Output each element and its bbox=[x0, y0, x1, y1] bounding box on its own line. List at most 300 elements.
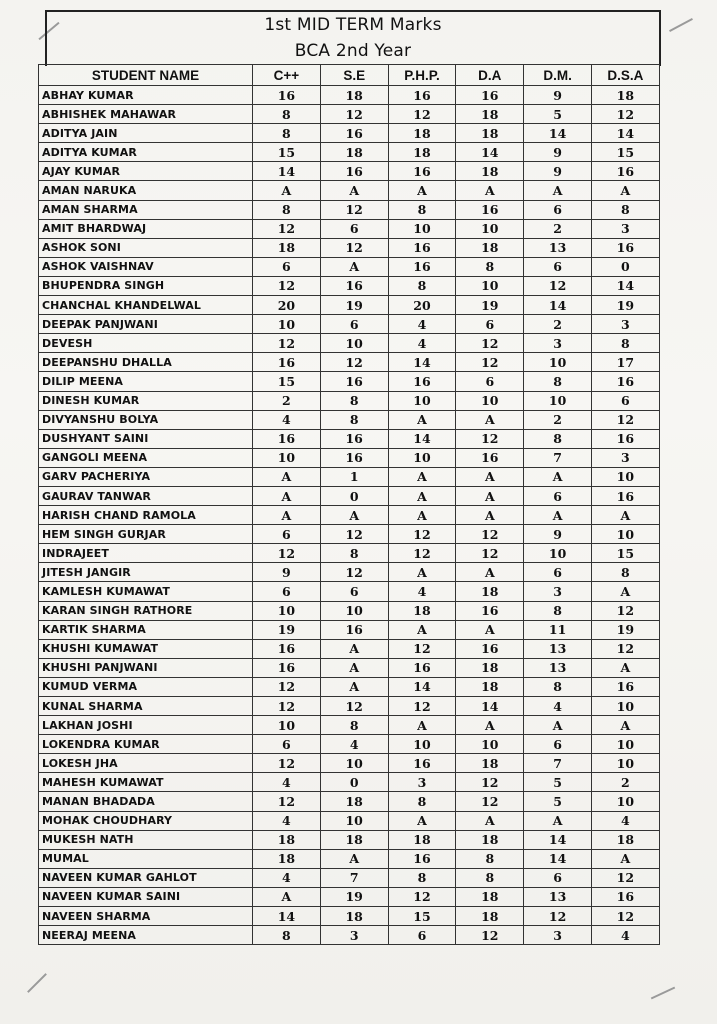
mark-cell: A bbox=[320, 658, 388, 677]
mark-cell: 2 bbox=[524, 315, 592, 334]
student-name-cell: AMAN NARUKA bbox=[39, 181, 253, 200]
table-row bbox=[39, 811, 660, 830]
table-row bbox=[39, 410, 660, 429]
mark-cell: A bbox=[388, 181, 456, 200]
mark-cell: 18 bbox=[456, 238, 524, 257]
mark-cell: 19 bbox=[320, 887, 388, 906]
mark-cell: 8 bbox=[388, 792, 456, 811]
mark-cell: 10 bbox=[456, 219, 524, 238]
header-row bbox=[39, 65, 660, 86]
mark-cell: 8 bbox=[253, 124, 321, 143]
mark-cell: A bbox=[456, 506, 524, 525]
mark-cell: 12 bbox=[456, 429, 524, 448]
mark-cell: A bbox=[456, 811, 524, 830]
mark-cell: 2 bbox=[253, 391, 321, 410]
mark-cell: A bbox=[591, 506, 659, 525]
mark-cell: 6 bbox=[253, 582, 321, 601]
student-name-cell: MOHAK CHOUDHARY bbox=[39, 811, 253, 830]
mark-cell: A bbox=[456, 563, 524, 582]
mark-cell: A bbox=[320, 506, 388, 525]
mark-cell: 12 bbox=[388, 697, 456, 716]
mark-cell: 12 bbox=[253, 276, 321, 295]
mark-cell: 16 bbox=[320, 620, 388, 639]
mark-cell: 12 bbox=[320, 697, 388, 716]
mark-cell: 6 bbox=[456, 372, 524, 391]
mark-cell: A bbox=[388, 506, 456, 525]
mark-cell: 4 bbox=[388, 315, 456, 334]
mark-cell: 19 bbox=[320, 296, 388, 315]
mark-cell: 8 bbox=[253, 105, 321, 124]
mark-cell: 4 bbox=[253, 811, 321, 830]
mark-cell: 16 bbox=[591, 429, 659, 448]
column-header-php: P.H.P. bbox=[388, 65, 456, 86]
student-name-cell: NAVEEN SHARMA bbox=[39, 907, 253, 926]
student-name-cell: GANGOLI MEENA bbox=[39, 448, 253, 467]
mark-cell: 16 bbox=[591, 486, 659, 505]
mark-cell: 16 bbox=[320, 448, 388, 467]
student-name-cell: BHUPENDRA SINGH bbox=[39, 276, 253, 295]
student-name-cell: HARISH CHAND RAMOLA bbox=[39, 506, 253, 525]
mark-cell: 4 bbox=[253, 868, 321, 887]
mark-cell: 14 bbox=[524, 296, 592, 315]
table-row bbox=[39, 372, 660, 391]
student-name-cell: GAURAV TANWAR bbox=[39, 486, 253, 505]
mark-cell: 13 bbox=[524, 887, 592, 906]
mark-cell: 18 bbox=[320, 143, 388, 162]
student-name-cell: HEM SINGH GURJAR bbox=[39, 525, 253, 544]
mark-cell: 12 bbox=[456, 353, 524, 372]
mark-cell: 9 bbox=[524, 162, 592, 181]
mark-cell: 8 bbox=[320, 391, 388, 410]
student-name-cell: LAKHAN JOSHI bbox=[39, 716, 253, 735]
mark-cell: 6 bbox=[524, 486, 592, 505]
student-name-cell: ABHISHEK MAHAWAR bbox=[39, 105, 253, 124]
mark-cell: 12 bbox=[456, 773, 524, 792]
mark-cell: 10 bbox=[253, 601, 321, 620]
pin-icon bbox=[27, 973, 47, 993]
mark-cell: 16 bbox=[253, 639, 321, 658]
mark-cell: 8 bbox=[253, 200, 321, 219]
mark-cell: 19 bbox=[591, 620, 659, 639]
student-name-cell: MUMAL bbox=[39, 849, 253, 868]
mark-cell: 14 bbox=[591, 124, 659, 143]
mark-cell: 14 bbox=[524, 124, 592, 143]
table-row bbox=[39, 219, 660, 238]
mark-cell: A bbox=[320, 677, 388, 696]
student-name-cell: ASHOK SONI bbox=[39, 238, 253, 257]
table-row bbox=[39, 296, 660, 315]
mark-cell: 14 bbox=[524, 830, 592, 849]
column-header-cpp: C++ bbox=[253, 65, 321, 86]
mark-cell: 10 bbox=[591, 792, 659, 811]
mark-cell: 12 bbox=[320, 353, 388, 372]
mark-cell: 4 bbox=[388, 334, 456, 353]
mark-cell: A bbox=[253, 486, 321, 505]
mark-cell: A bbox=[388, 486, 456, 505]
mark-cell: 4 bbox=[591, 811, 659, 830]
column-header-dsa: D.S.A bbox=[591, 65, 659, 86]
table-row bbox=[39, 86, 660, 105]
student-name-cell: ADITYA JAIN bbox=[39, 124, 253, 143]
mark-cell: 0 bbox=[591, 257, 659, 276]
table-row bbox=[39, 907, 660, 926]
mark-cell: 18 bbox=[456, 582, 524, 601]
mark-cell: 12 bbox=[456, 544, 524, 563]
mark-cell: 18 bbox=[456, 658, 524, 677]
table-row bbox=[39, 773, 660, 792]
mark-cell: A bbox=[388, 563, 456, 582]
mark-cell: 8 bbox=[253, 926, 321, 945]
table-row bbox=[39, 467, 660, 486]
mark-cell: 8 bbox=[591, 200, 659, 219]
mark-cell: 6 bbox=[524, 735, 592, 754]
mark-cell: 6 bbox=[591, 391, 659, 410]
student-name-cell: KARTIK SHARMA bbox=[39, 620, 253, 639]
mark-cell: 14 bbox=[591, 276, 659, 295]
student-name-cell: MANAN BHADADA bbox=[39, 792, 253, 811]
table-row bbox=[39, 276, 660, 295]
student-name-cell: AJAY KUMAR bbox=[39, 162, 253, 181]
mark-cell: 18 bbox=[388, 601, 456, 620]
student-name-cell: MUKESH NATH bbox=[39, 830, 253, 849]
mark-cell: 16 bbox=[253, 429, 321, 448]
mark-cell: 12 bbox=[388, 525, 456, 544]
mark-cell: 3 bbox=[591, 315, 659, 334]
mark-cell: 3 bbox=[591, 219, 659, 238]
mark-cell: 4 bbox=[253, 773, 321, 792]
student-name-cell: DUSHYANT SAINI bbox=[39, 429, 253, 448]
mark-cell: 12 bbox=[320, 563, 388, 582]
mark-cell: 8 bbox=[320, 410, 388, 429]
sheet-header bbox=[45, 10, 661, 66]
mark-cell: 14 bbox=[388, 677, 456, 696]
mark-cell: 2 bbox=[524, 219, 592, 238]
mark-cell: 16 bbox=[456, 200, 524, 219]
mark-cell: 12 bbox=[456, 926, 524, 945]
student-name-cell: ADITYA KUMAR bbox=[39, 143, 253, 162]
mark-cell: A bbox=[524, 811, 592, 830]
mark-cell: 16 bbox=[388, 372, 456, 391]
table-row bbox=[39, 849, 660, 868]
mark-cell: 16 bbox=[388, 162, 456, 181]
mark-cell: 6 bbox=[524, 200, 592, 219]
mark-cell: 18 bbox=[320, 830, 388, 849]
mark-cell: 12 bbox=[320, 105, 388, 124]
mark-cell: 16 bbox=[591, 238, 659, 257]
student-name-cell: LOKENDRA KUMAR bbox=[39, 735, 253, 754]
mark-cell: 3 bbox=[320, 926, 388, 945]
mark-cell: 15 bbox=[388, 907, 456, 926]
mark-cell: 9 bbox=[524, 143, 592, 162]
student-name-cell: KARAN SINGH RATHORE bbox=[39, 601, 253, 620]
mark-cell: 10 bbox=[253, 448, 321, 467]
mark-cell: 18 bbox=[456, 124, 524, 143]
mark-cell: 12 bbox=[591, 639, 659, 658]
mark-cell: 19 bbox=[456, 296, 524, 315]
mark-cell: A bbox=[253, 506, 321, 525]
table-row bbox=[39, 143, 660, 162]
student-name-cell: CHANCHAL KHANDELWAL bbox=[39, 296, 253, 315]
mark-cell: 15 bbox=[591, 143, 659, 162]
mark-cell: 12 bbox=[388, 639, 456, 658]
mark-cell: 8 bbox=[388, 200, 456, 219]
mark-cell: 13 bbox=[524, 639, 592, 658]
student-name-cell: DEEPANSHU DHALLA bbox=[39, 353, 253, 372]
mark-cell: 2 bbox=[524, 410, 592, 429]
mark-cell: 16 bbox=[320, 372, 388, 391]
mark-cell: 12 bbox=[524, 276, 592, 295]
mark-cell: 16 bbox=[253, 86, 321, 105]
mark-cell: A bbox=[320, 181, 388, 200]
mark-cell: A bbox=[591, 181, 659, 200]
mark-cell: 18 bbox=[456, 162, 524, 181]
mark-cell: 10 bbox=[388, 219, 456, 238]
mark-cell: 3 bbox=[524, 334, 592, 353]
table-row bbox=[39, 754, 660, 773]
mark-cell: 8 bbox=[524, 429, 592, 448]
table-row bbox=[39, 448, 660, 467]
mark-cell: 12 bbox=[524, 907, 592, 926]
mark-cell: 10 bbox=[320, 754, 388, 773]
mark-cell: 10 bbox=[591, 525, 659, 544]
student-name-cell: NEERAJ MEENA bbox=[39, 926, 253, 945]
table-row bbox=[39, 429, 660, 448]
mark-cell: 6 bbox=[456, 315, 524, 334]
mark-cell: 3 bbox=[524, 582, 592, 601]
mark-cell: 7 bbox=[524, 754, 592, 773]
mark-cell: 6 bbox=[388, 926, 456, 945]
table-row bbox=[39, 257, 660, 276]
mark-cell: 10 bbox=[591, 754, 659, 773]
mark-cell: 12 bbox=[253, 677, 321, 696]
table-row bbox=[39, 544, 660, 563]
mark-cell: 10 bbox=[388, 735, 456, 754]
mark-cell: 16 bbox=[388, 658, 456, 677]
mark-cell: 8 bbox=[388, 868, 456, 887]
table-row bbox=[39, 486, 660, 505]
mark-cell: 2 bbox=[591, 773, 659, 792]
mark-cell: 9 bbox=[524, 525, 592, 544]
table-row bbox=[39, 601, 660, 620]
mark-cell: 16 bbox=[456, 448, 524, 467]
column-header-se: S.E bbox=[320, 65, 388, 86]
pin-icon bbox=[651, 987, 675, 1000]
student-name-cell: NAVEEN KUMAR GAHLOT bbox=[39, 868, 253, 887]
mark-cell: 12 bbox=[591, 410, 659, 429]
table-row bbox=[39, 677, 660, 696]
table-row bbox=[39, 582, 660, 601]
mark-cell: 6 bbox=[320, 219, 388, 238]
mark-cell: 16 bbox=[320, 124, 388, 143]
mark-cell: 8 bbox=[320, 716, 388, 735]
mark-cell: 16 bbox=[320, 162, 388, 181]
mark-cell: 10 bbox=[253, 716, 321, 735]
mark-cell: 6 bbox=[524, 563, 592, 582]
mark-cell: 6 bbox=[320, 582, 388, 601]
mark-cell: 12 bbox=[253, 219, 321, 238]
mark-cell: 10 bbox=[320, 601, 388, 620]
student-name-cell: INDRAJEET bbox=[39, 544, 253, 563]
mark-cell: 12 bbox=[591, 868, 659, 887]
mark-cell: 12 bbox=[591, 105, 659, 124]
mark-cell: 7 bbox=[524, 448, 592, 467]
mark-cell: 19 bbox=[591, 296, 659, 315]
mark-cell: 14 bbox=[524, 849, 592, 868]
mark-cell: 16 bbox=[591, 372, 659, 391]
mark-cell: 13 bbox=[524, 658, 592, 677]
mark-cell: A bbox=[591, 716, 659, 735]
mark-cell: A bbox=[456, 410, 524, 429]
mark-cell: A bbox=[524, 181, 592, 200]
table-row bbox=[39, 926, 660, 945]
table-row bbox=[39, 238, 660, 257]
table-row bbox=[39, 353, 660, 372]
mark-cell: 18 bbox=[456, 887, 524, 906]
mark-cell: 14 bbox=[253, 162, 321, 181]
mark-cell: A bbox=[388, 467, 456, 486]
mark-cell: A bbox=[388, 716, 456, 735]
student-name-cell: DEVESH bbox=[39, 334, 253, 353]
mark-cell: 18 bbox=[591, 86, 659, 105]
table-row bbox=[39, 334, 660, 353]
mark-cell: 12 bbox=[253, 792, 321, 811]
mark-cell: 5 bbox=[524, 773, 592, 792]
column-header-dm: D.M. bbox=[524, 65, 592, 86]
mark-cell: 16 bbox=[253, 658, 321, 677]
student-name-cell: DINESH KUMAR bbox=[39, 391, 253, 410]
mark-cell: 10 bbox=[388, 448, 456, 467]
mark-cell: 10 bbox=[591, 735, 659, 754]
mark-cell: 6 bbox=[253, 525, 321, 544]
mark-cell: 4 bbox=[388, 582, 456, 601]
student-name-cell: KUNAL SHARMA bbox=[39, 697, 253, 716]
mark-cell: 4 bbox=[320, 735, 388, 754]
student-name-cell: JITESH JANGIR bbox=[39, 563, 253, 582]
student-name-cell: DEEPAK PANJWANI bbox=[39, 315, 253, 334]
table-row bbox=[39, 200, 660, 219]
mark-cell: 8 bbox=[524, 372, 592, 391]
mark-cell: 18 bbox=[320, 86, 388, 105]
mark-cell: 8 bbox=[320, 544, 388, 563]
mark-cell: 18 bbox=[253, 849, 321, 868]
mark-cell: 18 bbox=[388, 143, 456, 162]
mark-cell: 12 bbox=[591, 907, 659, 926]
mark-cell: 16 bbox=[388, 849, 456, 868]
student-name-cell: AMAN SHARMA bbox=[39, 200, 253, 219]
mark-cell: 12 bbox=[253, 334, 321, 353]
student-name-cell: DILIP MEENA bbox=[39, 372, 253, 391]
marks-body bbox=[39, 86, 660, 945]
mark-cell: 10 bbox=[456, 735, 524, 754]
mark-cell: 18 bbox=[456, 754, 524, 773]
mark-cell: 16 bbox=[388, 86, 456, 105]
table-row bbox=[39, 830, 660, 849]
mark-cell: 10 bbox=[456, 391, 524, 410]
mark-cell: 10 bbox=[388, 391, 456, 410]
student-name-cell: MAHESH KUMAWAT bbox=[39, 773, 253, 792]
mark-cell: A bbox=[388, 410, 456, 429]
mark-cell: 11 bbox=[524, 620, 592, 639]
table-row bbox=[39, 658, 660, 677]
mark-cell: 8 bbox=[388, 276, 456, 295]
sheet-subtitle: BCA 2nd Year bbox=[294, 41, 412, 61]
mark-cell: 8 bbox=[524, 677, 592, 696]
mark-cell: 16 bbox=[320, 429, 388, 448]
student-name-cell: ABHAY KUMAR bbox=[39, 86, 253, 105]
mark-cell: 18 bbox=[456, 677, 524, 696]
student-name-cell: ASHOK VAISHNAV bbox=[39, 257, 253, 276]
mark-cell: 18 bbox=[253, 238, 321, 257]
mark-cell: A bbox=[456, 486, 524, 505]
mark-cell: 14 bbox=[456, 143, 524, 162]
mark-cell: A bbox=[591, 582, 659, 601]
mark-cell: 14 bbox=[456, 697, 524, 716]
mark-cell: 6 bbox=[320, 315, 388, 334]
mark-cell: 8 bbox=[456, 868, 524, 887]
table-row bbox=[39, 735, 660, 754]
mark-cell: 16 bbox=[456, 639, 524, 658]
mark-cell: A bbox=[320, 257, 388, 276]
mark-cell: A bbox=[591, 658, 659, 677]
mark-cell: 8 bbox=[591, 334, 659, 353]
column-header-student-name: STUDENT NAME bbox=[39, 65, 253, 86]
table-row bbox=[39, 105, 660, 124]
mark-cell: A bbox=[320, 639, 388, 658]
mark-cell: 18 bbox=[253, 830, 321, 849]
mark-cell: 18 bbox=[456, 105, 524, 124]
mark-cell: 0 bbox=[320, 486, 388, 505]
mark-cell: 12 bbox=[388, 887, 456, 906]
mark-cell: 8 bbox=[456, 257, 524, 276]
table-row bbox=[39, 792, 660, 811]
mark-cell: 16 bbox=[388, 754, 456, 773]
mark-cell: A bbox=[320, 849, 388, 868]
mark-cell: 16 bbox=[591, 887, 659, 906]
student-name-cell: LOKESH JHA bbox=[39, 754, 253, 773]
mark-cell: 18 bbox=[320, 907, 388, 926]
mark-cell: 0 bbox=[320, 773, 388, 792]
marks-table bbox=[38, 64, 660, 945]
mark-cell: 16 bbox=[388, 257, 456, 276]
mark-cell: 15 bbox=[591, 544, 659, 563]
mark-cell: A bbox=[456, 467, 524, 486]
mark-cell: 18 bbox=[456, 907, 524, 926]
mark-cell: 6 bbox=[253, 257, 321, 276]
mark-cell: 3 bbox=[524, 926, 592, 945]
table-row bbox=[39, 181, 660, 200]
mark-cell: 10 bbox=[320, 334, 388, 353]
mark-cell: 15 bbox=[253, 372, 321, 391]
student-name-cell: KUMUD VERMA bbox=[39, 677, 253, 696]
mark-cell: 10 bbox=[456, 276, 524, 295]
mark-cell: 9 bbox=[524, 86, 592, 105]
mark-cell: 20 bbox=[388, 296, 456, 315]
table-row bbox=[39, 697, 660, 716]
table-row bbox=[39, 716, 660, 735]
mark-cell: 18 bbox=[388, 830, 456, 849]
mark-cell: 6 bbox=[253, 735, 321, 754]
mark-cell: 12 bbox=[253, 754, 321, 773]
mark-cell: 16 bbox=[388, 238, 456, 257]
mark-cell: 1 bbox=[320, 467, 388, 486]
mark-cell: 16 bbox=[456, 86, 524, 105]
table-row bbox=[39, 887, 660, 906]
mark-cell: A bbox=[591, 849, 659, 868]
mark-cell: 18 bbox=[320, 792, 388, 811]
mark-cell: A bbox=[388, 811, 456, 830]
student-name-cell: DIVYANSHU BOLYA bbox=[39, 410, 253, 429]
mark-cell: 12 bbox=[456, 525, 524, 544]
